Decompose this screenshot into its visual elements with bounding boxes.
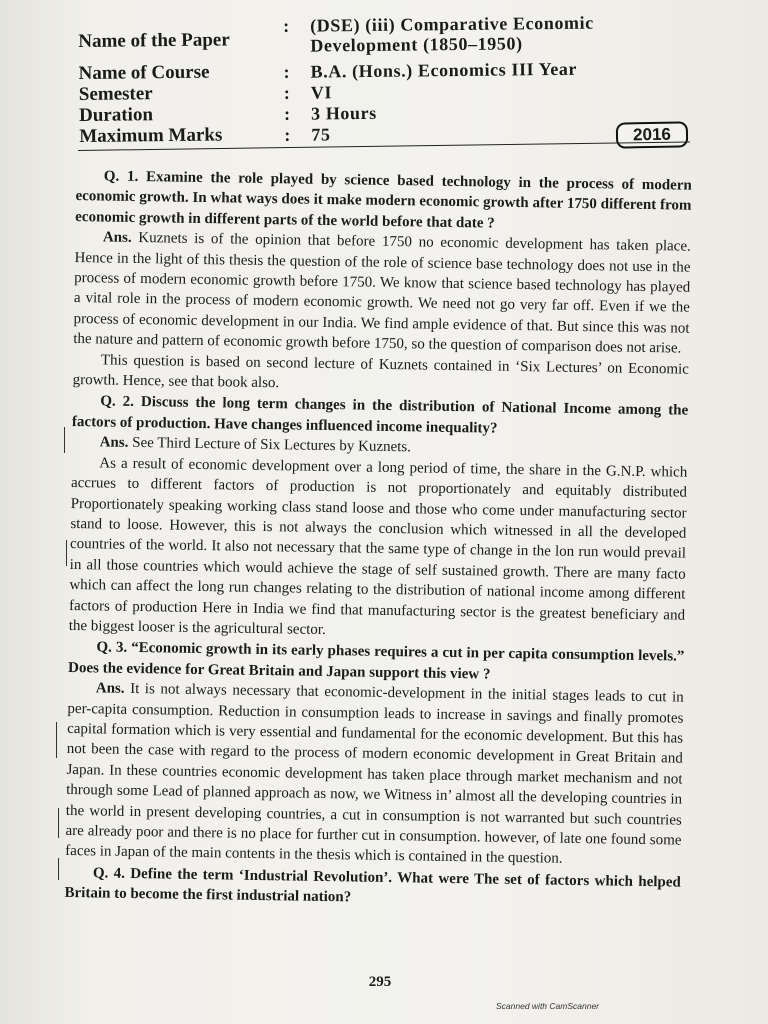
page-number: 295 xyxy=(368,974,392,990)
margin-pen-mark xyxy=(66,540,67,566)
header-value: B.A. (Hons.) Economics III Year xyxy=(310,58,578,82)
answer-label: Ans. xyxy=(102,229,132,247)
year-badge: 2016 xyxy=(616,121,688,148)
header-label: Duration xyxy=(78,104,154,126)
answer-text: See Third Lecture of Six Lectures by Kuznets. xyxy=(132,435,412,456)
scanner-watermark: Scanned with CamScanner xyxy=(496,1001,600,1011)
header-value: (DSE) (iii) Comparative Economic Development (1850–1950) xyxy=(310,12,594,56)
answer-text: Kuznets is of the opinion that before 1750 no economic development has taken place. Hence in the light of this thesis the question of the role of science base technology does not use in the process of modern economic growth before 1750. We know that science based technology has played a vital role in the process of modern economic growth. We need not go very far off. Even if we the process of economic development in our India. We find ample evidence of that. But since this was not the nature and pattern of economic growth before 1750, so the question of comparison does not arise. xyxy=(73,230,691,357)
question-answer-body xyxy=(64,166,692,913)
answer-text: It is not always necessary that economic-development in the initial stages leads to cut in per-capita consumption. Reduction in consumption leads to increase in savings and finally promotes capital formation which is very essential and fundamental for the economic development. But this has not been the case with regard to the process of modern economic development in Great Britain and Japan. In these countries economic development has taken place through market mechanism and not through some Lead of planned approach as now, we Witness in’ almost all the developing countries in the world in present developing countries, a cut in consumption is not warranted but such countries are already poor and there is no place for further cut in consumption. however, of late one found some faces in Japan of the main contents in the thesis which is contained in the question. xyxy=(65,681,684,868)
question-2: Q. 2. Discuss the long term changes in the distribution of National Income among the factors of production. Have changes influenced income inequality? xyxy=(71,393,689,437)
header-colon: : xyxy=(283,61,290,82)
question-1: Q. 1. Examine the role played by science based technology in the process of modern economic growth. In what ways does it make modern economic growth after 1750 different from economic growth in different parts of the world before that date ? xyxy=(75,168,692,232)
header-colon: : xyxy=(283,103,291,124)
header-colon: : xyxy=(284,124,291,145)
answer-label: Ans. xyxy=(99,434,129,452)
question-4: Q. 4. Define the term ‘Industrial Revolution’. What were The set of factors which helped Britain to become the first industrial nation? xyxy=(64,865,681,906)
answer-3-paragraph xyxy=(65,678,684,871)
margin-pen-mark xyxy=(58,858,59,880)
margin-pen-mark xyxy=(56,722,57,758)
header-label: Maximum Marks xyxy=(79,124,223,147)
paper-header xyxy=(78,8,699,147)
header-label: Name of the Paper xyxy=(78,29,230,52)
answer-2-paragraph-2: As a result of economic development over a long period of time, the share in the G.N.P. which accrues to different factors of production is not proportionately and equitably distributed Proportionately speaking working class stand loose and those who come under manufacturing sector stand to loose. However, this is not always the conclusion which witnessed in all the developed countries of the world. It also not necessary that the same type of change in the lon run would prevail in all those countries which would achieve the stage of self sustained growth. There are many facto which can affect the long run changes relating to the distribution of national income among different factors of production Here in India we find that manufacturing sector is the greatest beneficiary and the biggest looser is the agricultural sector. xyxy=(68,455,688,638)
answer-1-paragraph-2: This question is based on second lecture of Kuznets contained in ‘Six Lectures’ on Economic growth. Hence, see that book also. xyxy=(72,352,690,392)
header-row-paper xyxy=(78,12,698,58)
header-value: 3 Hours xyxy=(310,102,377,124)
header-label: Name of Course xyxy=(78,61,210,84)
header-value: 75 xyxy=(311,124,331,145)
question-3: Q. 3. “Economic growth in its early phases requires a cut in per capita consumption levels.” Does the evidence for Great Britain and Japan support this view ? xyxy=(67,639,685,683)
header-label: Semester xyxy=(78,83,153,105)
header-colon: : xyxy=(283,82,290,103)
answer-label: Ans. xyxy=(95,680,125,697)
header-value: VI xyxy=(310,82,333,103)
answer-1-paragraph xyxy=(73,227,691,359)
margin-pen-mark xyxy=(58,808,59,838)
margin-pen-mark xyxy=(64,427,65,453)
header-colon: : xyxy=(283,15,290,36)
